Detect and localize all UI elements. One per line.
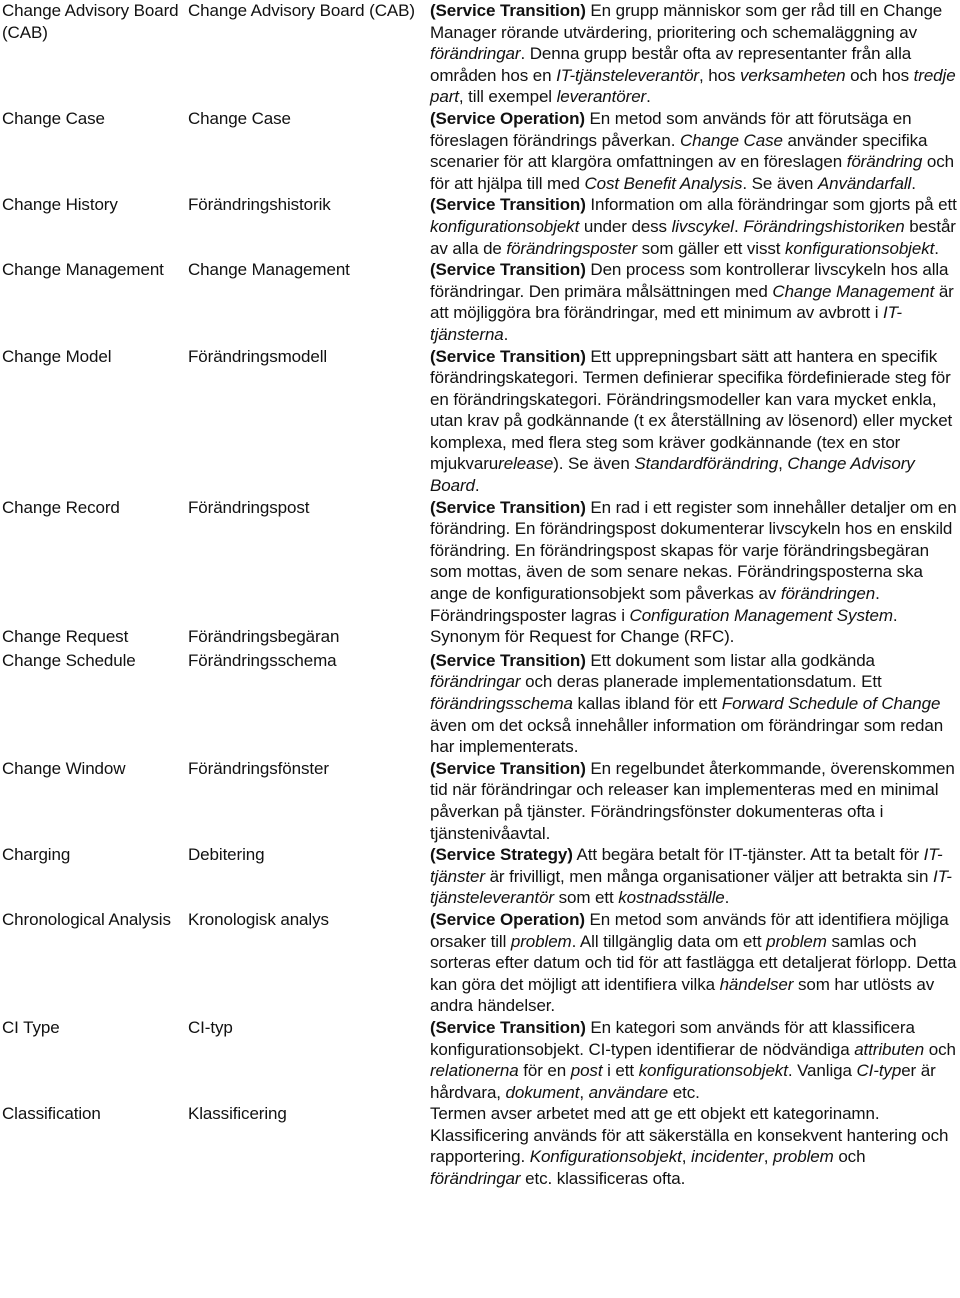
term-swedish: Förändringsbegäran (188, 627, 340, 647)
definition-text: . Se även (742, 173, 818, 193)
definition-text: och (924, 1039, 956, 1059)
definition-text: . Denna grupp består ofta av representanter från alla områden hos en (430, 44, 912, 85)
term-english: Change Window (2, 758, 126, 778)
definition-text: En metod som används för att förutsäga en föreslagen förändrings påverkan. (430, 108, 912, 150)
term-swedish: Förändringshistorik (188, 195, 331, 215)
glossary-row (0, 346, 960, 497)
glossary-reference: leverantörer (556, 87, 647, 107)
definition-text: och hos (845, 65, 914, 85)
definition-text: . (892, 605, 898, 625)
definition-text: Ett dokument som listar alla godkända (585, 650, 875, 670)
glossary-reference: post (570, 1061, 603, 1081)
glossary-reference: förändringar (430, 672, 521, 692)
term-swedish: Förändringsfönster (188, 758, 329, 778)
term-swedish: Klassificering (188, 1104, 287, 1124)
definition-text: består av alla de (430, 216, 956, 258)
glossary-reference: problem (766, 931, 827, 951)
glossary-reference: Cost Benefit Analysis (584, 173, 743, 193)
service-area-label: (Service Strategy) (430, 845, 573, 865)
term-english: Chronological Analysis (2, 909, 171, 929)
glossary-reference: problem (510, 931, 572, 951)
definition-text: . (474, 476, 480, 496)
definition-text: . (911, 173, 916, 193)
glossary-reference: användare (588, 1082, 669, 1102)
term-swedish: Förändringsschema (188, 650, 337, 670)
glossary-row (0, 194, 960, 259)
glossary-reference: Change Case (679, 130, 783, 150)
glossary-reference: relationerna (430, 1061, 519, 1081)
term-english: Change Model (2, 346, 112, 366)
glossary-reference: förändring (846, 152, 923, 172)
definition-text: och (833, 1147, 866, 1167)
definition-text: etc. klassificeras ofta. (520, 1169, 686, 1189)
term-definition (430, 650, 960, 758)
glossary-reference: CI-typ (856, 1061, 902, 1081)
term-definition (430, 909, 960, 1017)
service-area-label: (Service Transition) (430, 497, 586, 517)
term-english: Change Record (2, 497, 120, 517)
glossary-reference: Konfigurationsobjekt (529, 1147, 682, 1167)
glossary-reference: tredje part (430, 65, 956, 107)
glossary-reference: kostnadsställe (618, 888, 725, 908)
term-swedish: Förändringsmodell (188, 346, 328, 366)
term-english: Change Request (2, 627, 129, 647)
definition-text: Information om alla förändringar som gjorts på ett (585, 195, 957, 215)
glossary-row (0, 909, 960, 1017)
definition-text: , hos (698, 65, 740, 85)
term-definition (430, 497, 960, 627)
service-area-label: (Service Transition) (430, 758, 586, 778)
glossary-row (0, 108, 960, 194)
term-definition (430, 0, 960, 108)
glossary-reference: IT-tjänsteleverantör (430, 866, 952, 908)
definition-text: En regelbundet återkommande, överenskommen tid när förändringar och releaser kan implementeras med en minimal påverkan på tjänster. Förändringsfönster dokumenteras ofta i tjänstenivåavtal. (430, 758, 955, 843)
definition-text: är frivilligt, men många organisationer väljer att betrakta sin (484, 866, 933, 886)
glossary-reference: incidenter (691, 1147, 764, 1167)
definition-text: även om det också innehåller information om förändringar som redan har implementerats. (430, 715, 944, 757)
term-definition (430, 844, 960, 909)
term-english: Change Schedule (2, 650, 136, 670)
service-area-label: (Service Transition) (430, 1, 586, 20)
glossary-reference: IT-tjänsteleverantör (556, 65, 699, 85)
definition-text: Att begära betalt för IT-tjänster. Att ta betalt för (572, 845, 924, 865)
glossary-reference: Configuration Management System (629, 605, 893, 625)
glossary-reference: konfigurationsobjekt (785, 238, 935, 258)
glossary-row (0, 0, 960, 108)
term-swedish: CI-typ (188, 1017, 233, 1037)
glossary-reference: konfigurationsobjekt (638, 1061, 788, 1081)
glossary-row (0, 1017, 960, 1103)
definition-text: är att möjliggöra bra förändringar, med ett minimum av avbrott i (430, 281, 954, 323)
glossary-reference: Användarfall (817, 173, 912, 193)
definition-text: och för att hjälpa till med (430, 152, 954, 193)
definition-text: . Vanliga (787, 1061, 857, 1081)
term-definition (430, 259, 960, 345)
definition-text: under dess (579, 216, 672, 236)
term-swedish: Change Management (188, 260, 350, 280)
definition-text: Ett upprepningsbart sätt att hantera en specifik förändringskategori. Termen definierar specifika fördefinierade steg för en förändringskategori. Förändringsmodeller kan vara mycket enkla, utan krav på godkännande (t ex återställning av lösenord) eller mycket komplexa, med flera steg som kräver godkännande (tex en stor mjukvaru (430, 346, 953, 474)
glossary-reference: konfigurationsobjekt (430, 216, 580, 236)
glossary-reference: release (498, 454, 554, 474)
term-swedish: Debitering (188, 845, 265, 865)
definition-text: samlas och sorteras efter datum och tid för att fastlägga ett detaljerat förlopp. Detta kan göra det möjligt att identifiera vilka (430, 931, 957, 994)
definition-text: . (503, 324, 509, 344)
term-english: Change Case (2, 108, 105, 128)
definition-text: , (778, 454, 788, 474)
term-definition (430, 1017, 960, 1103)
term-english: CI Type (2, 1017, 60, 1037)
term-definition (430, 346, 960, 497)
definition-text: för en (518, 1061, 571, 1081)
service-area-label: (Service Transition) (430, 346, 586, 366)
definition-text: och deras planerade implementationsdatum. Ett (520, 672, 882, 692)
term-english: Change Advisory Board (CAB) (2, 1, 179, 42)
service-area-label: (Service Transition) (430, 650, 586, 670)
definition-text: som ett (553, 888, 619, 908)
definition-text: . (733, 216, 744, 236)
definition-text: Synonym för Request for Change (RFC). (430, 627, 735, 647)
definition-text: Den process som kontrollerar livscykeln hos alla förändringar. Den primära målsättningen med (430, 260, 949, 301)
term-swedish: Förändringspost (188, 497, 310, 517)
glossary-reference: problem (772, 1147, 834, 1167)
term-swedish: Change Case (188, 108, 291, 128)
term-swedish: Kronologisk analys (188, 909, 329, 929)
term-definition (430, 108, 960, 194)
term-english: Classification (2, 1104, 101, 1124)
definition-text: . (724, 888, 730, 908)
term-definition (430, 758, 960, 844)
definition-text: En metod som används för att identifiera möjliga orsaker till (430, 909, 949, 951)
glossary-reference: förändringar (430, 44, 521, 64)
glossary-row (0, 650, 960, 758)
definition-text: er är hårdvara, (430, 1061, 936, 1102)
service-area-label: (Service Transition) (430, 260, 586, 280)
definition-text: En kategori som används för att klassificera konfigurationsobjekt. CI-typen identifierar de nödvändiga (430, 1017, 915, 1059)
definition-text: . (646, 87, 651, 107)
glossary-row (0, 1103, 960, 1189)
definition-text: ). Se även (553, 454, 635, 474)
definition-text: En grupp människor som ger råd till en Change Manager rörande utvärdering, prioritering och schemaläggning av (430, 1, 943, 42)
definition-text: , (579, 1082, 589, 1102)
glossary-reference: förändringen (780, 584, 876, 604)
glossary-reference: IT-tjänster (430, 845, 943, 886)
definition-text: i ett (602, 1061, 639, 1081)
term-definition (430, 626, 960, 650)
definition-text: . All tillgänglig data om ett (571, 931, 767, 951)
service-area-label: (Service Transition) (430, 1017, 586, 1037)
glossary-reference: livscykel (671, 216, 734, 236)
definition-text: använder specifika scenarier för att klargöra omfattningen av en föreslagen (430, 130, 928, 172)
term-english: Change History (2, 195, 118, 215)
glossary-reference: Förändringshistoriken (743, 216, 905, 236)
definition-text: Termen avser arbetet med att ge ett objekt ett kategorinamn. Klassificering används för att säkerställa en konsekvent hantering och rapportering. (430, 1104, 949, 1167)
glossary-row (0, 626, 960, 650)
glossary-reference: Forward Schedule of Change (721, 694, 941, 713)
glossary-reference: Standardförändring (634, 454, 779, 474)
definition-text: , till exempel (458, 87, 557, 107)
glossary-row (0, 758, 960, 844)
glossary-reference: verksamheten (739, 65, 846, 85)
glossary-reference: attributen (854, 1039, 925, 1059)
glossary-reference: förändringsposter (506, 238, 638, 258)
glossary-reference: Change Management (772, 281, 935, 301)
definition-text: kallas ibland för ett (572, 694, 722, 713)
service-area-label: (Service Operation) (430, 108, 585, 128)
definition-text: . Förändringsposter lagras i (430, 584, 880, 625)
glossary-reference: förändringsschema (430, 694, 573, 713)
glossary-reference: händelser (719, 974, 794, 994)
definition-text: En rad i ett register som innehåller detaljer om en förändring. En förändringspost dokumenterar livscykeln hos en enskild förändring. En förändringspost skapas för varje förändringsbegäran som mottas, även de som senare nekas. Förändringsposterna ska ange de konfigurationsobjekt som påverkas av (430, 497, 957, 604)
term-swedish: Change Advisory Board (CAB) (188, 1, 415, 20)
service-area-label: (Service Operation) (430, 909, 585, 929)
definition-text: , (763, 1147, 773, 1167)
term-english: Charging (2, 845, 71, 865)
glossary-row (0, 844, 960, 909)
definition-text: etc. (668, 1082, 700, 1102)
glossary-reference: förändringar (430, 1169, 521, 1189)
term-english: Change Management (2, 260, 164, 280)
glossary-reference: IT-tjänsterna (430, 303, 902, 344)
term-definition (430, 1103, 960, 1189)
definition-text: som gäller ett visst (637, 238, 786, 258)
definition-text: . (934, 238, 939, 258)
glossary-reference: Change Advisory Board (430, 454, 915, 496)
glossary-row (0, 259, 960, 345)
service-area-label: (Service Transition) (430, 195, 586, 215)
glossary-reference: dokument (505, 1082, 580, 1102)
definition-text: som har utlösts av andra händelser. (430, 974, 935, 1016)
term-definition (430, 194, 960, 259)
definition-text: , (681, 1147, 692, 1167)
glossary-row (0, 497, 960, 627)
